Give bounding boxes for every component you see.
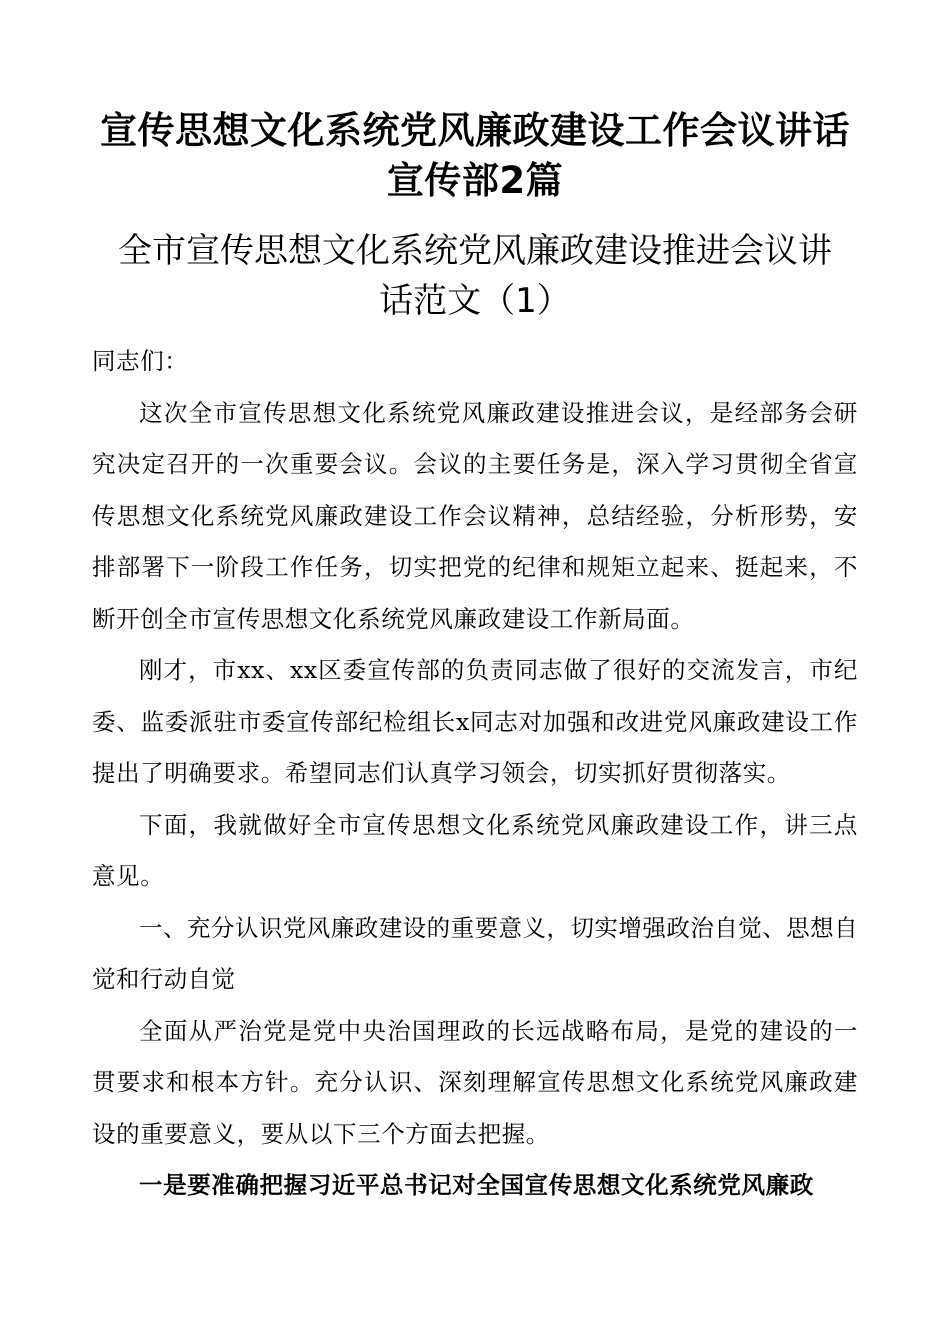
greeting: 同志们： [92, 347, 189, 375]
section-heading-1: 一、充分认识党风廉政建设的重要意义，切实增强政治自觉、思想自觉和行动自觉 [92, 913, 858, 993]
subtitle-line-1: 全市宣传思想文化系统党风廉政建设推进会议讲 [118, 231, 832, 271]
document-title [92, 106, 858, 206]
paragraph-3: 下面，我就做好全市宣传思想文化系统党风廉政建设工作，讲三点意见。 [92, 810, 858, 890]
point-1-lead: 一是要准确把握习近平总书记对全国宣传思想文化系统党风廉政 [139, 1171, 814, 1199]
paragraph-1: 这次全市宣传思想文化系统党风廉政建设推进会议，是经部务会研究决定召开的一次重要会议。会议的主要任务是，深入学习贯彻全省宣传思想文化系统党风廉政建设工作会议精神，总结经验，分析形势，安排部署下一阶段工作任务，切实把党的纪律和规矩立起来、挺起来，不断开创全市宣传思想文化系统党风廉政建设工作新局面。 [92, 398, 858, 633]
document-subtitle [92, 226, 858, 326]
title-line-2: 宣传部2篇 [386, 159, 564, 202]
title-line-1: 宣传思想文化系统党风廉政建设工作会议讲话 [100, 109, 850, 152]
paragraph-2: 刚才，市xx、xx区委宣传部的负责同志做了很好的交流发言，市纪委、监委派驻市委宣传部纪检组长x同志对加强和改进党风廉政建设工作提出了明确要求。希望同志们认真学习领会，切实抓好贯彻落实。 [92, 656, 858, 787]
section-paragraph-1: 全面从严治党是党中央治国理政的长远战略布局，是党的建设的一贯要求和根本方针。充分认识、深刻理解宣传思想文化系统党风廉政建设的重要意义，要从以下三个方面去把握。 [92, 1016, 858, 1148]
document-page [92, 106, 858, 1212]
subtitle-line-2: 话范文（1） [379, 281, 571, 321]
